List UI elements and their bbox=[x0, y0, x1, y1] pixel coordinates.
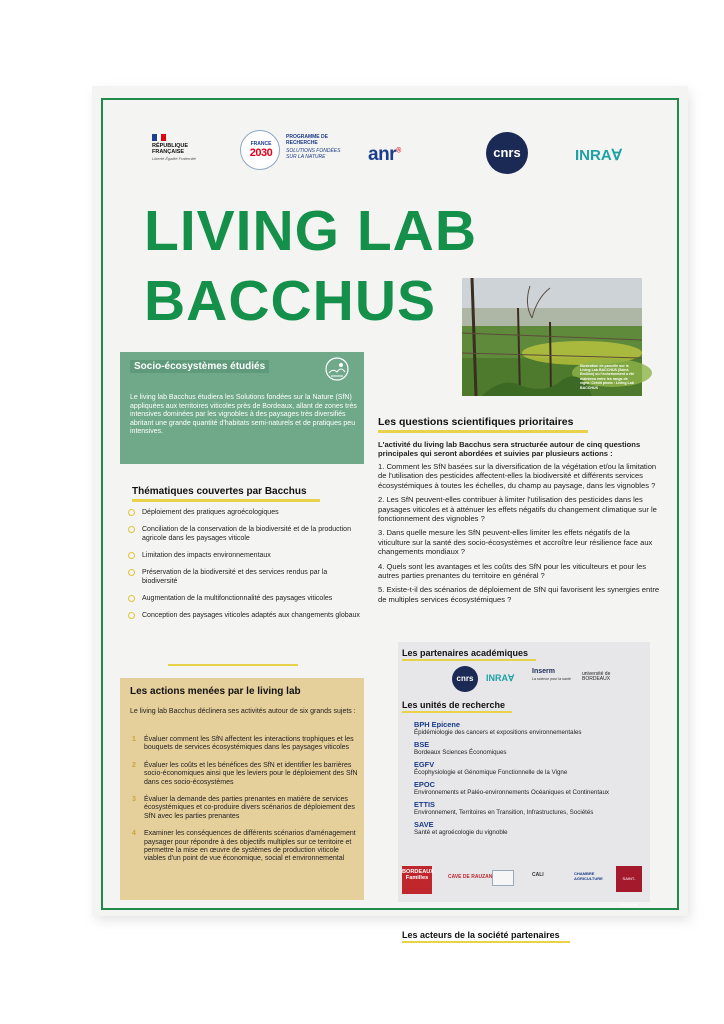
list-item bbox=[414, 780, 646, 797]
photo-caption: Illustration de parcelle sur le Living Lab BACCHUS (Saint-Emilion) où l'enherbement a été maintenu entre les rangs de vigne. Crédit photo : Living Lab BACCHUS bbox=[580, 363, 635, 390]
action-text: Évaluer comment les SfN affectent les interactions trophiques et les bouquets de services écosystémiques dans les paysages viticoles bbox=[144, 736, 354, 752]
list-item: 1. Comment les SfN basées sur la diversification de la végétation et/ou la limitation de l'utilisation des pesticides affectent-elles la biodiversité et différents services écosystémiques à toutes les échelles, du champ au paysage, dans les vignobles ? bbox=[378, 462, 657, 490]
republique-francaise-logo bbox=[152, 134, 208, 174]
vineyard-photo bbox=[462, 278, 642, 396]
france-2030-badge bbox=[240, 130, 280, 170]
landscape-icon bbox=[324, 356, 350, 382]
bordeaux-logo: BORDEAUX Familles bbox=[402, 866, 432, 894]
logo-row bbox=[152, 130, 652, 178]
list-item bbox=[128, 611, 364, 620]
list-item bbox=[130, 796, 358, 821]
unit-name: Épidémiologie des cancers et expositions environnementales bbox=[414, 729, 582, 736]
thematique-text: Conception des paysages viticoles adaptés aux changements globaux bbox=[142, 612, 360, 619]
bullet-icon bbox=[128, 552, 135, 559]
action-number: 3 bbox=[132, 796, 136, 804]
questions-title: Les questions scientifiques prioritaires bbox=[378, 416, 574, 428]
list-item: 2. Les SfN peuvent-elles contribuer à limiter l'utilisation des pesticides dans les paysages viticoles et à atténuer les effets négatifs du changement climatique sur le fonctionnement des vignobles ? bbox=[378, 495, 657, 524]
society-partners-title: Les acteurs de la société partenaires bbox=[402, 930, 560, 940]
unit-name: Santé et agroécologie du vignoble bbox=[414, 829, 508, 836]
unit-name: Environnements et Paléo-environnements Océaniques et Continentaux bbox=[414, 789, 610, 796]
action-text: Examiner les conséquences de différents scénarios d'aménagement paysager pour répondre à des objectifs multiples sur ce territoire et permettre la mise en œuvre de systèmes de production viticole viables d'un point de vue économique, social et environnemental bbox=[144, 830, 356, 863]
questions-underline bbox=[378, 430, 588, 433]
unit-code: BSE bbox=[414, 740, 430, 749]
republique-label: RÉPUBLIQUE FRANÇAISE bbox=[152, 143, 189, 155]
unit-code: SAVE bbox=[414, 820, 434, 829]
list-item bbox=[128, 568, 364, 586]
unit-name: Bordeaux Sciences Économiques bbox=[414, 749, 507, 756]
bullet-icon bbox=[128, 595, 135, 602]
list-item bbox=[414, 820, 646, 837]
thematique-text: Déploiement des pratiques agroécologiques bbox=[142, 509, 279, 516]
thematique-text: Limitation des impacts environnementaux bbox=[142, 552, 271, 559]
unit-code: EGFV bbox=[414, 760, 435, 769]
anr-label: anr bbox=[368, 144, 397, 165]
vitinnov-logo bbox=[492, 870, 514, 886]
chambre-agriculture-logo: CHAMBRE AGRICULTURE bbox=[574, 871, 603, 881]
thematiques-underline bbox=[132, 499, 320, 502]
action-number: 4 bbox=[132, 830, 136, 838]
saint-emilion-logo: SAINT-ÉMILION bbox=[616, 866, 642, 892]
programme-sub-label: SOLUTIONS FONDÉES SUR LA NATURE bbox=[286, 148, 341, 160]
list-item bbox=[414, 800, 646, 817]
inrae-logo: INRAⱯ bbox=[575, 147, 622, 164]
cali-logo: CALI bbox=[532, 872, 544, 878]
unit-code: EPOC bbox=[414, 780, 435, 789]
list-item bbox=[130, 762, 358, 787]
list-item bbox=[128, 525, 364, 543]
actions-box bbox=[120, 678, 364, 900]
action-number: 2 bbox=[132, 761, 136, 769]
cnrs-logo: cnrs bbox=[452, 666, 478, 692]
france-2030-top: FRANCE bbox=[250, 141, 272, 147]
bullet-icon bbox=[128, 526, 135, 533]
list-item: 3. Dans quelle mesure les SfN peuvent-elles limiter les effets négatifs de la viticulture sur la santé des socio-écosystèmes et accroître leur résilience face aux changements mondiaux ? bbox=[378, 528, 653, 557]
list-item bbox=[128, 594, 364, 603]
academic-logos bbox=[452, 666, 632, 694]
universite-bordeaux-logo: université de BORDEAUX bbox=[582, 671, 611, 683]
thematique-text: Préservation de la biodiversité et des services rendus par la biodiversité bbox=[142, 569, 328, 585]
programme-label: PROGRAMME DE RECHERCHE bbox=[286, 134, 328, 146]
list-item bbox=[414, 740, 646, 757]
unit-name: Environnement, Territoires en Transition, Infrastructures, Sociétés bbox=[414, 809, 594, 816]
rauzan-logo: CAVE DE RAUZAN bbox=[448, 874, 493, 880]
unit-name: Écophysiologie et Génomique Fonctionnelle de la Vigne bbox=[414, 769, 568, 776]
list-item bbox=[128, 551, 364, 560]
unit-code: BPH Epicene bbox=[414, 720, 461, 729]
research-units-list bbox=[414, 720, 646, 840]
poster-title-line-2: BACCHUS bbox=[144, 269, 436, 333]
society-logos bbox=[402, 864, 646, 907]
actions-intro: Le living lab Bacchus déclinera ses activités autour de six grands sujets : bbox=[130, 708, 356, 715]
thematiques-list bbox=[128, 508, 364, 628]
actions-title: Les actions menées par le living lab bbox=[130, 686, 301, 697]
bullet-icon bbox=[128, 612, 135, 619]
list-item bbox=[128, 508, 364, 517]
list-item bbox=[130, 830, 358, 864]
thematique-text: Conciliation de la conservation de la biodiversité et de la production agricole dans les paysages viticole bbox=[142, 526, 351, 542]
bullet-icon bbox=[128, 569, 135, 576]
academic-partners-title: Les partenaires académiques bbox=[402, 648, 529, 658]
section-divider bbox=[168, 664, 298, 666]
list-item: 4. Quels sont les avantages et les coûts des SfN pour les viticulteurs et pour les autres parties prenantes du territoire en général ? bbox=[378, 561, 647, 581]
questions-intro: L'activité du living lab Bacchus sera structurée autour de cinq questions principales qui seront abordées et suivies par plusieurs actions : bbox=[378, 440, 641, 459]
action-number: 1 bbox=[132, 736, 136, 743]
poster-title-line-1: LIVING LAB bbox=[144, 199, 477, 263]
list-item bbox=[414, 760, 646, 777]
cnrs-logo: cnrs bbox=[486, 132, 528, 174]
list-item: 5. Existe-t-il des scénarios de déploiement de SfN qui favorisent les synergies entre de multiples services écosystémiques ? bbox=[378, 585, 660, 604]
list-item bbox=[130, 736, 358, 753]
research-units-underline bbox=[402, 711, 512, 713]
questions-list bbox=[378, 462, 664, 609]
academic-partners-underline bbox=[402, 659, 536, 661]
socio-text: Le living lab Bacchus étudiera les Solutions fondées sur la Nature (SfN) appliquées aux territoires viticoles près de Bordeaux, allant de zones très intensives dominées par les vignobles à des paysages très diversifiés abritant une grande quantité d'habitats semi-naturels et de pratiques peu intensives. bbox=[130, 394, 357, 436]
actions-list bbox=[130, 736, 358, 873]
republique-motto: Liberté Égalité Fraternité bbox=[152, 156, 196, 161]
action-text: Évaluer la demande des parties prenantes en matière de services écosystémiques et co-produire divers scénarios de déploiement des SfN avec les parties prenantes bbox=[144, 796, 355, 820]
inserm-logo: Inserm bbox=[532, 668, 555, 675]
thematiques-title: Thématiques couvertes par Bacchus bbox=[132, 486, 307, 497]
list-item bbox=[414, 720, 646, 737]
socio-title: Socio-écosystèmes étudiés bbox=[130, 360, 269, 373]
partners-box bbox=[398, 642, 650, 940]
unit-code: ETTIS bbox=[414, 800, 435, 809]
anr-registered-icon: ® bbox=[396, 147, 401, 155]
action-text: Évaluer les coûts et les bénéfices des SfN et identifier les barrières socio-économiques ainsi que les leviers pour le déploiement des SfN dans ces socio-écosystèmes bbox=[144, 761, 358, 786]
bullet-icon bbox=[128, 509, 135, 516]
socio-ecosystems-box bbox=[120, 352, 364, 464]
france-2030-year: 2030 bbox=[249, 147, 273, 159]
poster bbox=[92, 86, 688, 940]
research-units-title: Les unités de recherche bbox=[402, 700, 506, 710]
french-flag-icon bbox=[152, 134, 166, 141]
inrae-logo: INRAⱯ bbox=[486, 673, 515, 683]
anr-logo bbox=[368, 144, 401, 166]
thematique-text: Augmentation de la multifonctionnalité des paysages viticoles bbox=[142, 595, 333, 602]
inserm-tagline: La science pour la santé bbox=[532, 677, 571, 681]
society-partners-underline bbox=[402, 941, 570, 943]
